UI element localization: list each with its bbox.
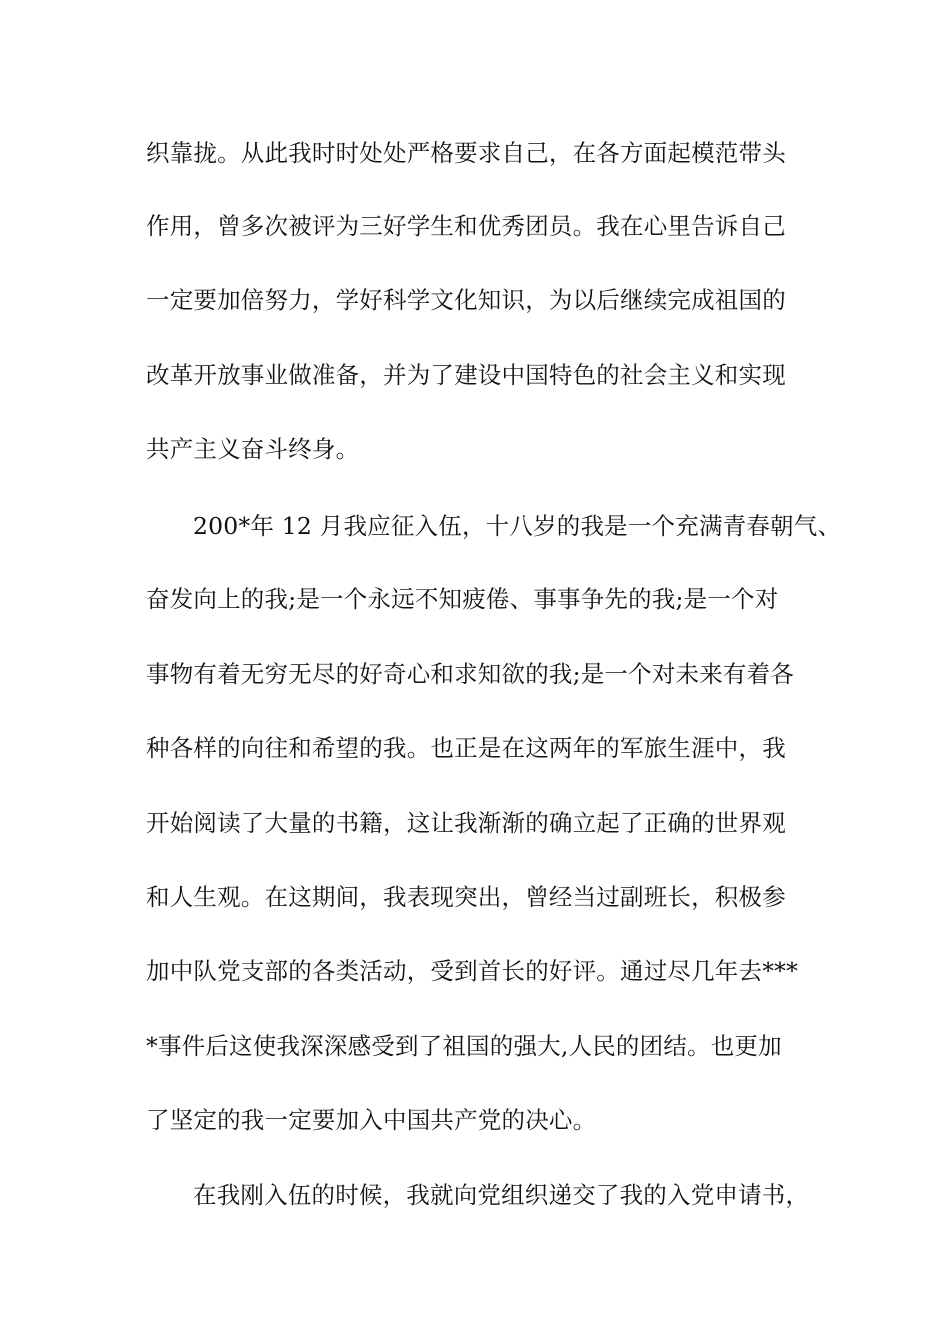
text-line: 事物有着无穷无尽的好奇心和求知欲的我;是一个对未来有着各: [146, 660, 795, 688]
text-line: 和人生观。在这期间，我表现突出，曾经当过副班长，积极参: [146, 883, 786, 911]
paragraph-first-line: 在我刚入伍的时候，我就向党组织递交了我的入党申请书，: [193, 1181, 810, 1209]
text-line: 织靠拢。从此我时时处处严格要求自己，在各方面起模范带头: [146, 139, 786, 167]
paragraph-first-line: 200*年 12 月我应征入伍，十八岁的我是一个充满青春朝气、: [193, 512, 842, 540]
text-line: 改革开放事业做准备，并为了建设中国特色的社会主义和实现: [146, 361, 786, 389]
text-line: 共产主义奋斗终身。: [146, 435, 360, 463]
text-line: 加中队党支部的各类活动，受到首长的好评。通过尽几年去***: [146, 957, 799, 985]
text-line: 开始阅读了大量的书籍，这让我渐渐的确立起了正确的世界观: [146, 809, 786, 837]
text-line: 奋发向上的我;是一个永远不知疲倦、事事争先的我;是一个对: [146, 585, 779, 613]
text-line: 一定要加倍努力，学好科学文化知识，为以后继续完成祖国的: [146, 286, 786, 314]
text-line: 种各样的向往和希望的我。也正是在这两年的军旅生涯中，我: [146, 734, 786, 762]
text-line: 了坚定的我一定要加入中国共产党的决心。: [146, 1106, 597, 1134]
text-line: 作用，曾多次被评为三好学生和优秀团员。我在心里告诉自己: [146, 212, 786, 240]
text-line: *事件后这使我深深感受到了祖国的强大,人民的团结。也更加: [146, 1032, 782, 1060]
